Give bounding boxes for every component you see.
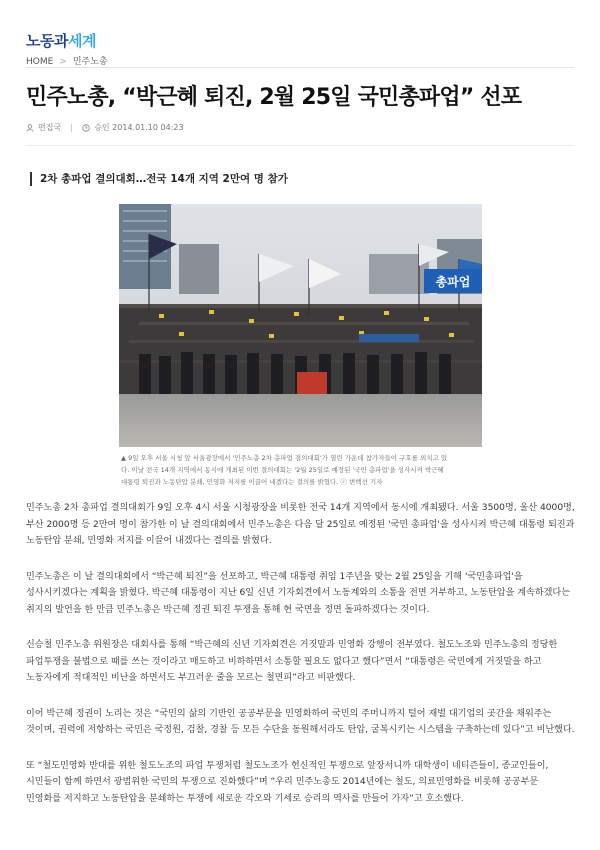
author: 편집국: [38, 123, 62, 132]
clock-icon: [82, 124, 90, 132]
divider: [26, 145, 574, 146]
meta-divider: [71, 124, 72, 132]
breadcrumb-section[interactable]: 민주노총: [72, 57, 108, 67]
article-photo: [119, 204, 482, 447]
article-paragraph: 또 “철도민영화 반대를 위한 철도노조의 파업 투쟁처럼 철도노조가 헌신적인 투쟁으로 앞장서니까 대학생이 네티즌들이, 종교인들이, 시민들이 함께 하면서 광범위한 국민의 투쟁으로 진화했다”며 “우리 민주노총도 2014년에는 철도, 의료민영화를 비롯해 공공부문 민영화를 저지하고 노동탄압을 분쇄하는 투쟁에 새로운 각오와 기세로 승리의 역사를 만들어 가자”고 호소했다.: [26, 760, 549, 804]
article-title: 민주노총, “박근혜 퇴진, 2월 25일 국민총파업” 선포: [26, 85, 522, 110]
photo-banner-text: 총파업: [435, 275, 471, 289]
user-icon: [26, 124, 34, 132]
breadcrumb-home[interactable]: HOME: [26, 57, 54, 67]
breadcrumb: [26, 54, 108, 67]
approved-date: 승인 2014.01.10 04:23: [94, 123, 184, 132]
article-meta: [26, 122, 184, 133]
logo-part-2: 세계: [67, 32, 96, 50]
photo-caption: ▲ 9일 오후 서울 시청 앞 서울광장에서 '민주노총 2차 총파업 결의대회'가 열린 가운데 참가자들이 구호를 외치고 있다. 이날 전국 14개 지역에서 동시에 개최된 이번 결의대회는 '2월 25일로 예정된 '국민 총파업'을 성사시켜 박근혜 대통령 퇴진과 노동탄압 분쇄, 민영화 저지를 이끌어 내겠다는 결의를 밝혔다. ⓒ 변백선 기자: [121, 454, 448, 486]
article-body: [26, 500, 576, 826]
rally-photo: [119, 204, 482, 447]
divider: [26, 67, 574, 68]
article-paragraph: 민주노총 2차 총파업 결의대회가 9일 오후 4시 서울 시청광장을 비롯한 전국 14개 지역에서 동시에 개최됐다. 서울 3500명, 울산 4000명, 부산 2000명 등 2만여 명이 참가한 이 날 결의대회에서 민주노총은 다음 달 25일로 예정된 '국민 총파업'을 성사시켜 박근혜 대통령 퇴진과 노동탄압 분쇄, 민영화 저지를 이끌어 내겠다는 결의를 밝혔다.: [26, 503, 575, 546]
article-subhead: 2차 총파업 결의대회…전국 14개 지역 2만여 명 참가: [30, 172, 288, 186]
chevron-right-icon: >: [59, 57, 67, 67]
article-paragraph: 이어 박근혜 정권이 노리는 것은 “국민의 삶의 기반인 공공부문을 민영화하여 국민의 주머니까지 털어 재벌 대기업의 곳간을 채워주는 것이며, 권력에 저항하는 국민은 국정원, 검찰, 경찰 등 모든 수단을 동원해서라도 탄압, 굴복시키는 시스템을 구축하는데 있다”고 비난했다.: [26, 708, 575, 735]
article-paragraph: 민주노총은 이 날 결의대회에서 “박근혜 퇴진”을 선포하고, 박근혜 대통령 취임 1주년을 맞는 2월 25일을 기해 '국민총파업'을 성사시키겠다는 계획을 밝혔다. 박근혜 대통령이 지난 6일 신년 기자회견에서 노동계와의 소통을 전면 거부하고, 노동탄압을 계속하겠다는 취지의 발언을 한 만큼 민주노총은 박근혜 정권 퇴진 투쟁을 통해 현 국면을 정면 돌파하겠다는 것이다.: [26, 571, 570, 615]
article-paragraph: 신승철 민주노총 위원장은 대회사를 통해 “박근혜의 신년 기자회견은 거짓말과 민영화 강행이 전부였다. 철도노조와 민주노총의 정당한 파업투쟁을 불법으로 때를 쓰는 것이라고 매도하고 비하하면서 소통할 필요도 없다고 했다”면서 “대통령은 국민에게 거짓말을 하고 노동자에게 적대적인 비난을 하면서도 부끄러운 줄을 모르는 철면피”라고 비판했다.: [26, 640, 558, 683]
logo-part-1: 노동과: [26, 32, 68, 50]
site-logo[interactable]: [26, 30, 96, 51]
